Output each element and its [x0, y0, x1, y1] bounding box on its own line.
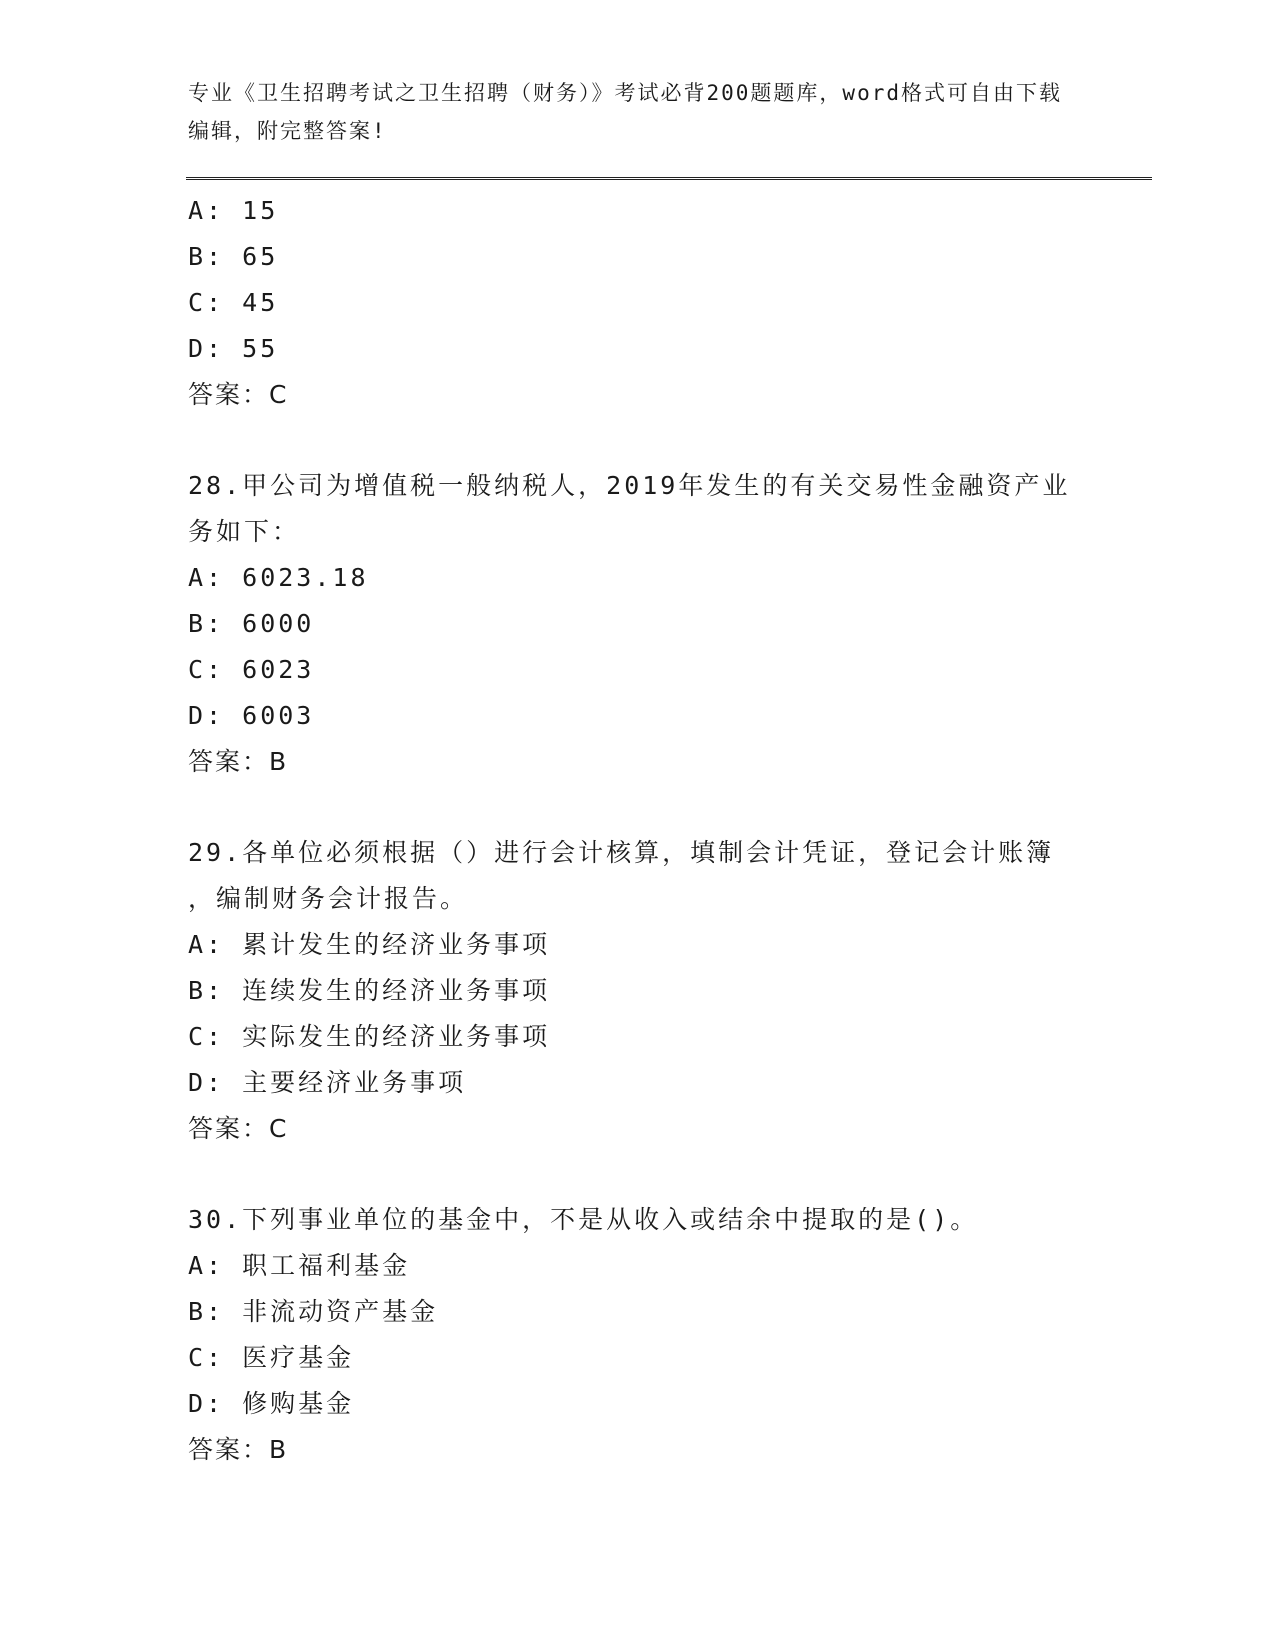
option-d: D: 55: [188, 334, 279, 363]
question-30: [188, 1197, 1088, 1473]
option-d: D: 修购基金: [188, 1389, 355, 1418]
question-stem-line: 30.下列事业单位的基金中，不是从收入或结余中提取的是()。: [188, 1205, 979, 1234]
question-stem-line: ，编制财务会计报告。: [188, 884, 469, 913]
question-stem-line: 务如下：: [188, 517, 301, 546]
answer-line: 答案：B: [188, 1435, 289, 1464]
document-title: 专业《卫生招聘考试之卫生招聘（财务）》考试必背200题题库，word格式可自由下载编辑，附完整答案!: [188, 81, 1062, 143]
option-a: A: 累计发生的经济业务事项: [188, 930, 551, 959]
option-a: A: 职工福利基金: [188, 1251, 411, 1280]
document-header: [188, 74, 1068, 150]
option-c: C: 医疗基金: [188, 1343, 355, 1372]
option-b: B: 非流动资产基金: [188, 1297, 439, 1326]
question-list: [188, 188, 1088, 1473]
option-c: C: 实际发生的经济业务事项: [188, 1022, 551, 1051]
question-stem-line: 28.甲公司为增值税一般纳税人，2019年发生的有关交易性金融资产业: [188, 471, 1071, 500]
option-d: D: 主要经济业务事项: [188, 1068, 467, 1097]
question-27: [188, 188, 1088, 418]
question-28: [188, 463, 1088, 785]
option-a: A: 15: [188, 196, 279, 225]
option-c: C: 6023: [188, 655, 315, 684]
question-stem-line: 29.各单位必须根据（）进行会计核算，填制会计凭证，登记会计账簿: [188, 838, 1055, 867]
option-a: A: 6023.18: [188, 563, 369, 592]
question-29: [188, 830, 1088, 1152]
option-c: C: 45: [188, 288, 279, 317]
option-d: D: 6003: [188, 701, 315, 730]
answer-line: 答案：B: [188, 747, 289, 776]
answer-line: 答案：C: [188, 1114, 289, 1143]
header-divider: [186, 177, 1152, 180]
option-b: B: 65: [188, 242, 279, 271]
answer-line: 答案：C: [188, 380, 289, 409]
option-b: B: 6000: [188, 609, 315, 638]
option-b: B: 连续发生的经济业务事项: [188, 976, 551, 1005]
